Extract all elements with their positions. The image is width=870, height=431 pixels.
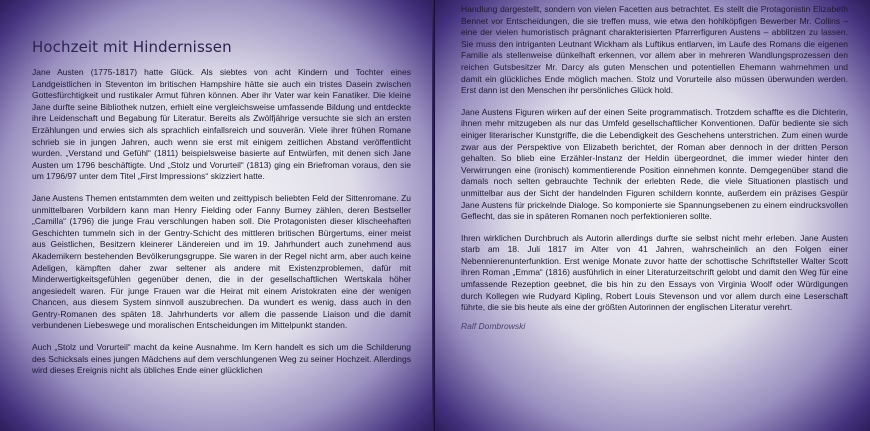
paragraph: Handlung dargestellt, sondern von vielen Facetten aus betrachtet. Es stellt die Protagonistin Elizabeth Bennet vor Entscheidungen, die sie treffen muss, wie etwa den hohlköpfigen Bewerber Mr. Collins – eine der vielen humoristisch prägnant charakterisierten Pfarrerfiguren Austens – abblitzen zu lassen. Sie muss den intriganten Leutnant Wickham als Luftikus entlarven, im Laufe des Romans die eigenen Familie als stellenweise dünkelhaft erkennen, vor allem aber in mehreren Wandlungsprozessen den reichen Gutsbesitzer Mr. Darcy als guten Menschen und potentiellen Ehemann wahrnehmen und damit ein glückliches Ende möglich machen. Stolz und Vorurteile also müssen überwunden werden. Erst dann ist den Menschen ihr persönliches Glück hold. xyxy=(461,4,848,96)
paragraph: Auch „Stolz und Vorurteil“ macht da keine Ausnahme. Im Kern handelt es sich um die Schilderung des Schicksals eines jungen Mädchens auf dem verschlungenen Weg zu seiner Hochzeit. Allerdings wird dieses Ereignis nicht als übliches Ende einer glücklichen xyxy=(32,342,411,376)
paragraph: Jane Austens Themen entstammten dem weiten und zeittypisch beliebten Feld der Sittenromane. Zu unmittelbaren Vorbildern kann man Henry Fielding oder Fanny Burney zählen, deren Bestseller „Camilla“ (1796) die junge Frau verschlungen haben soll. Die Protagonisten dieser klischeehaften Geschichten tummeln sich in der Gentry-Schicht des mittleren britischen Bürgertums, einer meist aus Geistlichen, Besitzern kleinerer Ländereien und im 19. Jahrhundert auch zunehmend aus Akademikern bestehenden Bevölkerungsgruppe. Sie waren in der Regel nicht arm, aber auch keine Adeligen, kämpften daher zwar seltener als andere mit Existenzproblemen, dafür mit Minderwertigkeitsgefühlen gegenüber denen, die in der gesellschaftlichen Wertskala höher angesiedelt waren. Für junge Frauen war die Heirat mit einem Aristokraten eine der wenigen Chancen, aus diesem System sinnvoll auszubrechen. Da wundert es wenig, dass auch in den Gentry-Romanen des späten 18. Jahrhunderts vor allem die passende Liaison und die damit verbundenen Liebeswege und moralischen Entscheidungen im Mittelpunkt standen. xyxy=(32,192,411,331)
author-signature: Ralf Dombrowski xyxy=(461,320,526,331)
paragraph: Jane Austen (1775-1817) hatte Glück. Als siebtes von acht Kindern und Tochter eines Landgeistlichen in Steventon im britischen Hampshire hätte sie auch ein tristes Dasein zwischen Gottesfürchtigkeit und rustikaler Armut führen können. Aber ihr Vater war kein Fanatiker. Die kleine Jane durfte seine Bibliothek nutzen, erhielt eine vergleichsweise umfassende Bildung und entdeckte ihre Leidenschaft und Begabung für Literatur. Bereits als Zwölfjährige versuchte sie sich an ersten Erzählungen und erwies sich als sprachlich einfallsreich und souverän. Viele ihrer frühen Romane schrieb sie in jungen Jahren, auch wenn sie erst mit einigem zeitlichen Abstand veröffentlicht wurden. „Verstand und Gefühl“ (1811) beispielsweise basierte auf Entwürfen, mit denen sich Jane Austen um 1796 beschäftigte. Und „Stolz und Vorurteil“ (1813) ging ein Briefroman voraus, den sie um 1796/97 unter dem Titel „First Impressions“ skizziert hatte. xyxy=(32,67,411,182)
paragraph: Jane Austens Figuren wirken auf der einen Seite programmatisch. Trotzdem schaffte es die Dichterin, ihnen mehr mitzugeben als nur das Umfeld gesellschaftlicher Konventionen. Dafür bediente sie sich einiger literarischer Kunstgriffe, die die Lebendigkeit des Geschehens unterstrichen. Zum einen wurde zwar aus der Perspektive von Elizabeth berichtet, der Roman aber dennoch in der dritten Person gehalten. So blieb eine Erzähler-Instanz der Heldin übergeordnet, die immer wieder hinter den Verwirrungen eine (ironisch) kommentierende Position einnehmen konnte. Demgegenüber stand die damals noch selten gebrauchte Technik der erlebten Rede, die viele Situationen plastisch und unmittelbar aus der Sicht der handelnden Figuren schildern konnte, außerdem ein präzises Gespür Jane Austens für prickelnde Dialoge. So komponierte sie Spannungsebenen zu einem eindrucksvollen Geflecht, das sie in späteren Romanen noch perfektionieren sollte. xyxy=(461,106,848,222)
paragraph: Ihren wirklichen Durchbruch als Autorin allerdings durfte sie selbst nicht mehr erleben. Jane Austen starb am 18. Juli 1817 im Alter von 41 Jahren, wahrscheinlich an den Folgen einer Nebennierenunterfunktion. Erst wenige Monate zuvor hatte der schottische Schriftsteller Walter Scott ihren Roman „Emma“ (1816) ausführlich in einer Literaturzeitschrift gelobt und damit den Weg für eine umfassende Rezeption geebnet, die bis hin zu den Essays von Virginia Woolf oder Würdigungen durch Kollegen wie Rudyard Kipling, Robert Louis Stevenson und vor allem durch eine Leserschaft führte, die sie bis heute als eine der größten Autorinnen der englischen Literatur verehrt. xyxy=(461,232,848,313)
page-title: Hochzeit mit Hindernissen xyxy=(32,38,232,56)
right-page xyxy=(435,0,870,431)
